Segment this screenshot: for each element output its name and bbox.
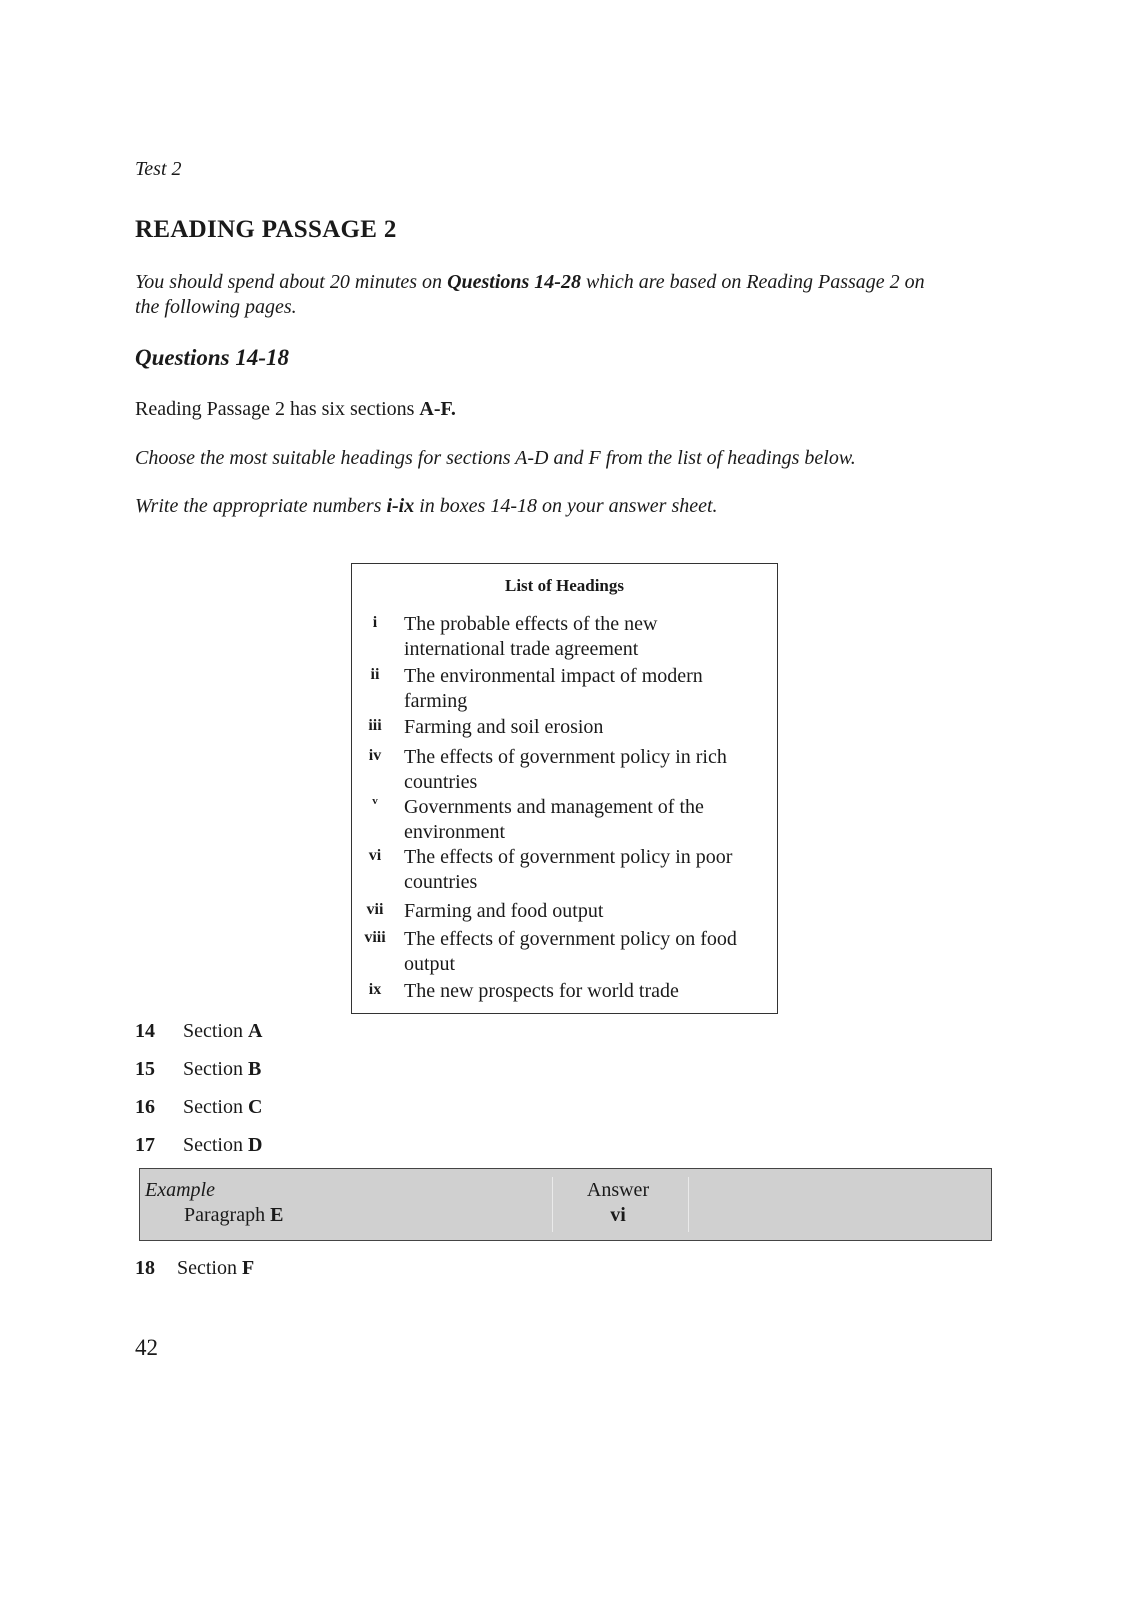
heading-number: iii xyxy=(368,717,382,734)
question-number: 16 xyxy=(135,1096,155,1118)
example-divider xyxy=(552,1177,553,1232)
example-answer-label: Answer xyxy=(586,1179,650,1201)
heading-number: i xyxy=(372,614,378,631)
question-section-letter: C xyxy=(248,1096,263,1118)
sections-instruction xyxy=(135,397,456,422)
intro-text-cont: which are based on Reading Passage 2 on xyxy=(580,271,925,293)
question-section-letter: F xyxy=(242,1257,255,1279)
heading-number: ii xyxy=(370,666,380,683)
question-label: Section xyxy=(183,1058,248,1080)
heading-text-line: The effects of government policy in poor xyxy=(404,846,733,868)
example-paragraph xyxy=(184,1204,283,1227)
heading-text-line: The environmental impact of modern xyxy=(404,665,703,687)
example-answer-value: vi xyxy=(610,1204,626,1226)
heading-text-line: Farming and food output xyxy=(404,900,604,922)
heading-number: iv xyxy=(368,747,382,764)
heading-text xyxy=(404,927,764,977)
heading-text-line: The new prospects for world trade xyxy=(404,980,679,1002)
heading-text-line: farming xyxy=(404,690,468,712)
question-item xyxy=(135,1134,262,1160)
intro-questions-range: Questions 14-28 xyxy=(447,271,581,293)
question-number: 17 xyxy=(135,1134,155,1156)
question-item xyxy=(135,1257,254,1283)
passage-intro xyxy=(135,270,985,320)
question-number: 18 xyxy=(135,1257,155,1279)
heading-text xyxy=(404,899,764,924)
heading-text-line: Farming and soil erosion xyxy=(404,716,604,738)
heading-text xyxy=(404,745,764,795)
question-number: 14 xyxy=(135,1020,155,1042)
headings-box-title: List of Headings xyxy=(504,576,625,595)
question-section-letter: A xyxy=(248,1020,263,1042)
question-item xyxy=(135,1058,261,1084)
example-paragraph-letter: E xyxy=(270,1204,284,1226)
heading-text-line: The probable effects of the new xyxy=(404,613,658,635)
choose-instruction: Choose the most suitable headings for sections A-D and F from the list of headings below. xyxy=(135,447,856,469)
write-text-cont: in boxes 14-18 on your answer sheet. xyxy=(414,495,718,517)
write-instruction xyxy=(135,494,718,519)
intro-text-line2: the following pages. xyxy=(135,296,297,318)
heading-number: vi xyxy=(368,847,382,864)
sections-text: Reading Passage 2 has six sections xyxy=(135,398,420,420)
write-range: i-ix xyxy=(386,495,415,517)
question-item xyxy=(135,1096,262,1122)
test-label: Test 2 xyxy=(135,158,182,180)
example-paragraph-label: Paragraph xyxy=(184,1204,271,1226)
heading-number: ix xyxy=(368,981,382,998)
heading-text-line: The effects of government policy in rich xyxy=(404,746,727,768)
question-section-letter: B xyxy=(248,1058,262,1080)
question-label: Section xyxy=(177,1257,242,1279)
heading-number: vii xyxy=(366,901,384,918)
example-box xyxy=(139,1168,992,1241)
sections-range: A-F. xyxy=(419,398,456,420)
write-text: Write the appropriate numbers xyxy=(135,495,387,517)
questions-heading: Questions 14-18 xyxy=(135,345,289,370)
example-divider xyxy=(688,1177,689,1232)
heading-text-line: Governments and management of the xyxy=(404,796,704,818)
heading-number: viii xyxy=(364,929,386,946)
heading-text xyxy=(404,664,764,714)
heading-text-line: international trade agreement xyxy=(404,638,639,660)
intro-text: You should spend about 20 minutes on xyxy=(135,271,448,293)
heading-text-line: output xyxy=(404,953,456,975)
question-section-letter: D xyxy=(248,1134,263,1156)
heading-text-line: countries xyxy=(404,771,478,793)
heading-text xyxy=(404,979,764,1004)
example-label: Example xyxy=(145,1179,215,1201)
question-number: 15 xyxy=(135,1058,155,1080)
question-label: Section xyxy=(183,1020,248,1042)
heading-number: v xyxy=(372,795,378,807)
question-item xyxy=(135,1020,262,1046)
question-label: Section xyxy=(183,1134,248,1156)
heading-text xyxy=(404,795,764,845)
heading-text xyxy=(404,715,764,740)
page-number: 42 xyxy=(135,1335,158,1360)
heading-text-line: countries xyxy=(404,871,478,893)
heading-text xyxy=(404,612,764,662)
headings-box xyxy=(351,563,778,1014)
heading-text xyxy=(404,845,764,895)
question-label: Section xyxy=(183,1096,248,1118)
heading-text-line: The effects of government policy on food xyxy=(404,928,737,950)
heading-text-line: environment xyxy=(404,821,506,843)
passage-title: READING PASSAGE 2 xyxy=(135,216,397,243)
